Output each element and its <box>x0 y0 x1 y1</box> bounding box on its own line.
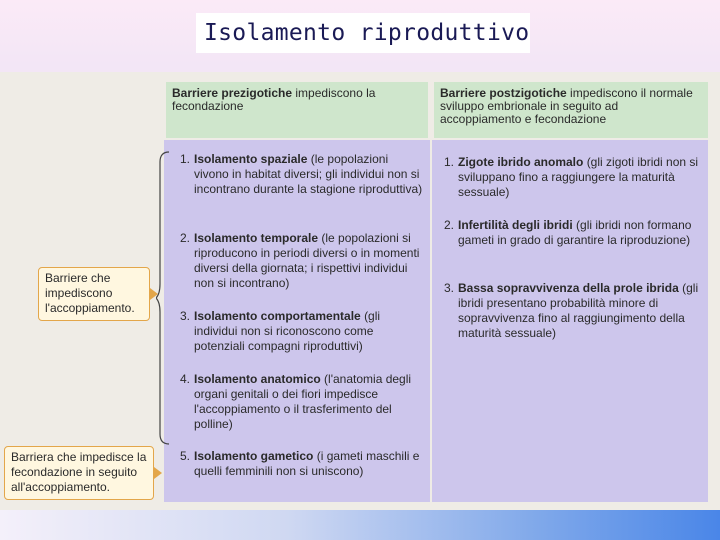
prezygotic-heading-bold: Barriere prezigotiche <box>172 86 293 100</box>
item-title: Isolamento temporale <box>194 231 319 245</box>
item-title: Isolamento comportamentale <box>194 309 361 323</box>
prezygotic-item <box>180 449 424 479</box>
prezygotic-item <box>180 152 424 197</box>
item-title: Isolamento spaziale <box>194 152 308 166</box>
item-number: 2. <box>444 218 455 232</box>
item-description: (i gameti maschili e quelli femminili non si uniscono) <box>194 449 420 478</box>
prezygotic-item <box>180 372 424 432</box>
item-title: Bassa sopravvivenza della prole ibrida <box>458 281 679 295</box>
fertilization-barrier-callout: Barriera che impedisce la fecondazione in seguito all'accoppiamento. <box>4 446 154 500</box>
item-description: (gli ibridi presentano probabilità minore di sopravvivenza fino al raggiungimento della maturità sessuale) <box>458 281 699 340</box>
item-number: 2. <box>180 231 191 245</box>
item-title: Isolamento anatomico <box>194 372 321 386</box>
item-number: 1. <box>180 152 191 166</box>
postzygotic-heading-rest: impediscono il normale sviluppo embrionale in seguito ad accoppiamento e fecondazione <box>440 86 693 126</box>
item-number: 5. <box>180 449 191 463</box>
item-description: (l'anatomia degli organi genitali o dei fiori impedisce l'accoppiamento o il trasferimento del polline) <box>194 372 412 431</box>
arrow-right-icon <box>150 288 158 300</box>
arrow-right-icon <box>154 467 162 479</box>
prezygotic-item <box>180 231 424 291</box>
item-number: 4. <box>180 372 191 386</box>
item-title: Isolamento gametico <box>194 449 314 463</box>
prezygotic-heading <box>166 82 428 138</box>
item-description: (gli individui non si riconoscono come potenziali compagni riproduttivi) <box>194 309 381 353</box>
item-description: (le popolazioni vivono in habitat diversi; gli individui non si incontrano durante la stagione riproduttiva) <box>194 152 423 196</box>
item-description: (gli ibridi non formano gameti in grado di garantire la riproduzione) <box>458 218 692 247</box>
postzygotic-item <box>444 155 704 200</box>
postzygotic-item <box>444 281 704 341</box>
item-number: 3. <box>444 281 455 295</box>
item-number: 3. <box>180 309 191 323</box>
slide-footer-bar <box>0 510 720 540</box>
postzygotic-item <box>444 218 704 248</box>
postzygotic-heading-bold: Barriere postzigotiche <box>440 86 567 100</box>
postzygotic-heading <box>434 82 708 138</box>
item-description: (le popolazioni si riproducono in periodi diversi o in momenti diversi della giornata; i rispettivi individui non si incontrano) <box>194 231 420 290</box>
item-title: Infertilità degli ibridi <box>458 218 573 232</box>
item-description: (gli zigoti ibridi non si sviluppano fino a raggiungere la maturità sessuale) <box>458 155 699 199</box>
prezygotic-heading-rest: impediscono la fecondazione <box>172 86 376 113</box>
prezygotic-item <box>180 309 424 354</box>
item-title: Zigote ibrido anomalo <box>458 155 584 169</box>
item-number: 1. <box>444 155 455 169</box>
mating-barrier-callout: Barriere che impediscono l'accoppiamento. <box>38 267 150 321</box>
slide-title: Isolamento riproduttivo <box>196 13 530 53</box>
brace-icon <box>156 150 170 446</box>
